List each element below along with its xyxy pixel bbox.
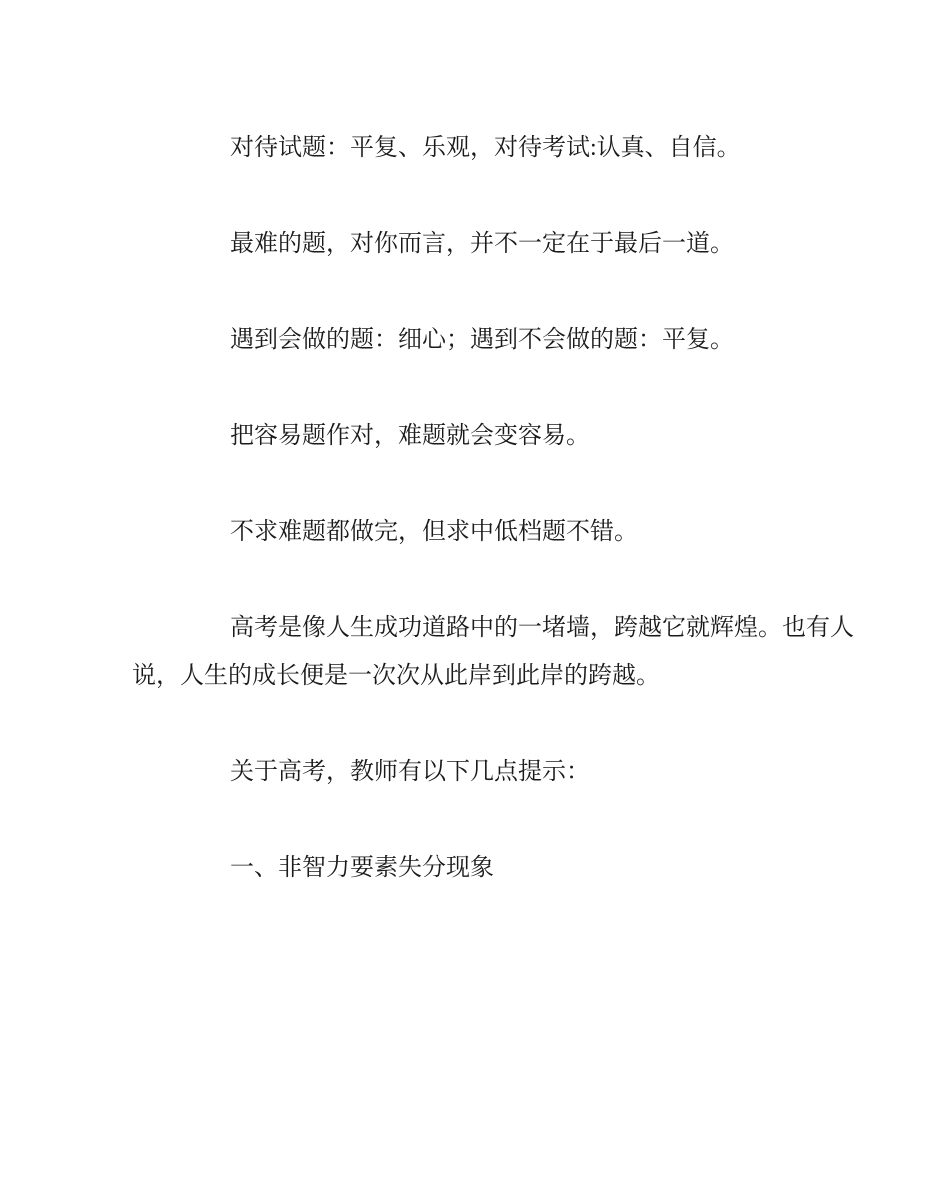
paragraph-5 <box>132 508 870 556</box>
paragraph-line: 不求难题都做完，但求中低档题不错。 <box>230 519 638 545</box>
paragraph-8 <box>132 844 870 892</box>
paragraph-line: 最难的题，对你而言，并不一定在于最后一道。 <box>230 231 734 257</box>
paragraph-4 <box>132 412 870 460</box>
paragraph-line: 把容易题作对，难题就会变容易。 <box>230 423 590 449</box>
paragraph-7 <box>132 748 870 796</box>
paragraph-line: 遇到会做的题：细心；遇到不会做的题：平复。 <box>230 327 734 353</box>
paragraph-1 <box>132 124 870 172</box>
paragraph-line: 高考是像人生成功道路中的一堵墙，跨越它就辉煌。也有人 <box>230 615 854 641</box>
paragraph-3 <box>132 316 870 364</box>
paragraph-6 <box>132 604 870 700</box>
paragraph-line: 对待试题：平复、乐观，对待考试:认真、自信。 <box>230 135 741 161</box>
paragraph-line: 说，人生的成长便是一次次从此岸到此岸的跨越。 <box>132 663 660 689</box>
paragraph-2 <box>132 220 870 268</box>
paragraph-line: 一、非智力要素失分现象 <box>230 855 494 881</box>
paragraph-line: 关于高考，教师有以下几点提示： <box>230 759 590 785</box>
